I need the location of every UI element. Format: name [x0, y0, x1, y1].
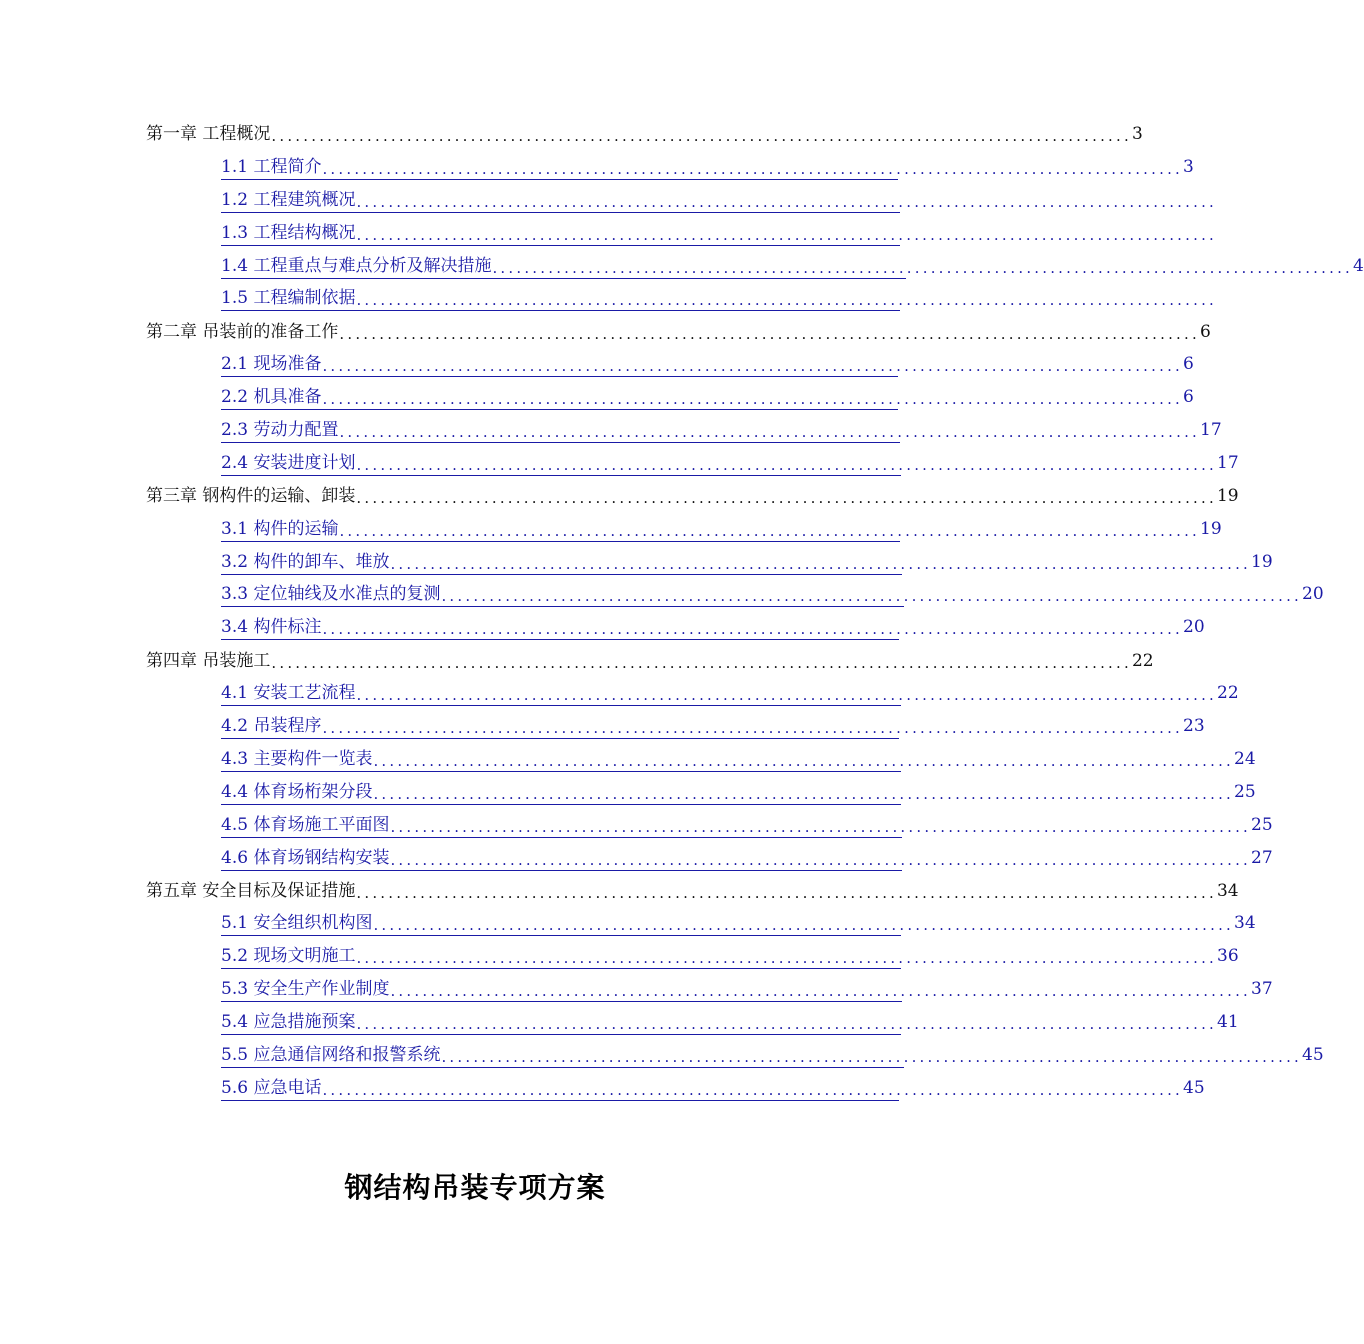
toc-dot-leader: ............................................................................................................	[356, 883, 1217, 902]
toc-page-number	[1217, 190, 1227, 212]
toc-section-link[interactable]	[0, 251, 1364, 284]
toc-entry-body[interactable]	[221, 1077, 1205, 1101]
toc-page-number: 19	[1200, 518, 1222, 539]
toc-entry-label: 第四章 吊装施工	[146, 650, 271, 671]
toc-dot-leader: ............................................................................................................	[322, 159, 1184, 178]
toc-page-number: 3	[1131, 124, 1143, 145]
toc-page-number: 20	[1302, 584, 1324, 605]
toc-dot-leader: ............................................................................................................	[339, 422, 1201, 441]
toc-entry-label: 1.2 工程建筑概况	[221, 189, 356, 210]
toc-dot-leader: ............................................................................................................	[339, 521, 1201, 540]
toc-entry-label: 第五章 安全目标及保证措施	[146, 880, 356, 901]
toc-dot-leader: ............................................................................................................	[373, 751, 1235, 770]
toc-entry-body[interactable]	[221, 946, 1239, 969]
document-title: 钢结构吊装专项方案	[344, 1171, 606, 1204]
toc-entry-label: 5.1 安全组织机构图	[221, 913, 373, 934]
toc-dot-leader: ............................................................................................................	[356, 225, 1218, 244]
toc-entry-body[interactable]	[221, 584, 1324, 607]
table-of-contents	[0, 119, 1364, 1106]
toc-entry-label: 4.6 体育场钢结构安装	[221, 847, 390, 868]
toc-entry-label: 5.3 安全生产作业制度	[221, 979, 390, 1000]
toc-entry-body[interactable]	[221, 814, 1273, 838]
toc-entry-body[interactable]	[221, 156, 1194, 180]
toc-entry-body[interactable]	[221, 255, 1364, 279]
toc-dot-leader: ............................................................................................................	[390, 850, 1252, 869]
toc-entry-label: 2.1 现场准备	[221, 354, 322, 375]
toc-entry-label: 5.6 应急电话	[221, 1077, 322, 1098]
toc-section-link[interactable]	[0, 579, 1324, 612]
toc-entry-body[interactable]	[221, 189, 1218, 213]
toc-page-number: 19	[1216, 486, 1239, 507]
toc-dot-leader: ............................................................................................................	[271, 127, 1132, 146]
toc-dot-leader: ............................................................................................................	[390, 554, 1252, 573]
toc-entry-label: 4.5 体育场施工平面图	[221, 814, 390, 835]
toc-chapter-entry	[0, 316, 1211, 349]
toc-entry-body[interactable]	[221, 354, 1194, 377]
toc-dot-leader: ............................................................................................................	[356, 291, 1218, 310]
toc-entry-label: 1.4 工程重点与难点分析及解决措施	[221, 255, 492, 276]
toc-dot-leader: ............................................................................................................	[356, 949, 1218, 968]
toc-entry-label: 5.2 现场文明施工	[221, 946, 356, 967]
toc-entry-body[interactable]	[221, 1044, 1324, 1068]
toc-section-link[interactable]	[0, 1040, 1324, 1073]
toc-dot-leader: ............................................................................................................	[322, 1080, 1184, 1099]
toc-entry-label: 3.1 构件的运输	[221, 518, 339, 539]
toc-entry-label: 3.4 构件标注	[221, 617, 322, 638]
toc-entry-body[interactable]	[221, 781, 1256, 805]
toc-entry-body[interactable]	[221, 617, 1205, 640]
toc-page-number: 19	[1251, 551, 1273, 572]
toc-dot-leader: ............................................................................................................	[322, 357, 1184, 376]
toc-dot-leader: ............................................................................................................	[441, 587, 1303, 606]
toc-entry-body[interactable]	[221, 222, 1218, 246]
toc-entry-label: 4.2 吊装程序	[221, 715, 322, 736]
toc-entry-body	[146, 650, 1154, 673]
toc-entry-body[interactable]	[221, 715, 1205, 739]
toc-page-number: 6	[1183, 354, 1194, 375]
toc-entry-label: 第一章 工程概况	[146, 124, 271, 145]
toc-page-number: 17	[1217, 452, 1239, 473]
toc-dot-leader: ............................................................................................................	[322, 390, 1184, 409]
toc-page-number: 27	[1251, 847, 1273, 868]
toc-page-number: 20	[1183, 617, 1205, 638]
toc-page-number: 36	[1217, 946, 1239, 967]
toc-section-link[interactable]	[0, 974, 1273, 1007]
toc-section-link[interactable]	[0, 744, 1256, 777]
toc-section-link[interactable]	[0, 678, 1239, 711]
toc-section-link[interactable]	[0, 810, 1273, 843]
toc-page-number: 6	[1183, 387, 1194, 408]
toc-page-number	[1217, 223, 1227, 245]
toc-entry-label: 3.3 定位轴线及水准点的复测	[221, 584, 441, 605]
toc-entry-body[interactable]	[221, 683, 1239, 706]
toc-section-link[interactable]	[0, 415, 1222, 448]
toc-section-link[interactable]	[0, 514, 1222, 547]
toc-page-number: 34	[1234, 913, 1256, 934]
toc-page-number: 24	[1234, 748, 1256, 769]
toc-entry-label: 第二章 吊装前的准备工作	[146, 321, 339, 342]
toc-page-number: 3	[1183, 156, 1194, 177]
toc-entry-label: 2.4 安装进度计划	[221, 452, 356, 473]
toc-entry-label: 4.4 体育场桁架分段	[221, 781, 373, 802]
toc-dot-leader: ............................................................................................................	[492, 258, 1354, 277]
toc-entry-body	[146, 321, 1211, 344]
toc-dot-leader: ............................................................................................................	[373, 784, 1235, 803]
toc-page-number: 25	[1234, 781, 1256, 802]
toc-entry-label: 5.4 应急措施预案	[221, 1011, 356, 1032]
toc-section-link[interactable]	[0, 711, 1205, 744]
toc-entry-body	[146, 880, 1239, 903]
toc-dot-leader: ............................................................................................................	[356, 455, 1218, 474]
toc-section-link[interactable]	[0, 283, 1218, 316]
toc-dot-leader: ............................................................................................................	[322, 620, 1184, 639]
toc-dot-leader: ............................................................................................................	[356, 686, 1218, 705]
toc-entry-body	[146, 486, 1239, 508]
toc-page-number: 25	[1251, 814, 1273, 835]
toc-page-number: 4	[1353, 255, 1364, 276]
toc-page-number: 17	[1200, 419, 1222, 440]
toc-entry-body[interactable]	[221, 1011, 1239, 1035]
toc-entry-body[interactable]	[221, 419, 1222, 443]
toc-entry-label: 1.5 工程编制依据	[221, 288, 356, 309]
toc-section-link[interactable]	[0, 843, 1273, 876]
toc-entry-body	[146, 124, 1143, 146]
toc-entry-body[interactable]	[221, 452, 1239, 476]
toc-entry-body[interactable]	[221, 551, 1273, 575]
toc-section-link[interactable]	[0, 908, 1256, 941]
toc-page-number: 22	[1131, 650, 1154, 671]
toc-section-link[interactable]	[0, 218, 1218, 251]
toc-dot-leader: ............................................................................................................	[441, 1047, 1303, 1066]
toc-section-link[interactable]	[0, 1007, 1239, 1040]
toc-entry-label: 5.5 应急通信网络和报警系统	[221, 1044, 441, 1065]
toc-dot-leader: ............................................................................................................	[271, 653, 1132, 672]
toc-entry-label: 3.2 构件的卸车、堆放	[221, 551, 390, 572]
toc-entry-body[interactable]	[221, 518, 1222, 542]
toc-section-link[interactable]	[0, 777, 1256, 810]
toc-section-link[interactable]	[0, 941, 1239, 974]
toc-section-link[interactable]	[0, 547, 1273, 580]
toc-dot-leader: ............................................................................................................	[356, 489, 1217, 508]
toc-chapter-entry	[0, 481, 1239, 514]
toc-page-number: 22	[1217, 683, 1239, 704]
toc-page-number: 34	[1216, 880, 1239, 901]
toc-entry-body[interactable]	[221, 387, 1194, 410]
toc-entry-body[interactable]	[221, 847, 1273, 871]
toc-entry-body[interactable]	[221, 913, 1256, 936]
toc-dot-leader: ............................................................................................................	[373, 916, 1235, 935]
toc-page-number: 6	[1199, 321, 1211, 342]
toc-entry-body[interactable]	[221, 748, 1256, 772]
toc-dot-leader: ............................................................................................................	[390, 982, 1252, 1001]
toc-entry-label: 4.3 主要构件一览表	[221, 748, 373, 769]
toc-entry-body[interactable]	[221, 979, 1273, 1002]
toc-entry-body[interactable]	[221, 288, 1218, 311]
toc-dot-leader: ............................................................................................................	[390, 817, 1252, 836]
toc-entry-label: 1.1 工程简介	[221, 156, 322, 177]
toc-entry-label: 2.2 机具准备	[221, 387, 322, 408]
toc-chapter-entry	[0, 645, 1154, 678]
toc-chapter-entry	[0, 875, 1239, 908]
toc-page-number: 45	[1302, 1044, 1324, 1065]
toc-section-link[interactable]	[0, 382, 1194, 415]
toc-section-link[interactable]	[0, 185, 1218, 218]
toc-chapter-entry	[0, 119, 1143, 152]
toc-section-link[interactable]	[0, 349, 1194, 382]
toc-section-link[interactable]	[0, 612, 1205, 645]
toc-page-number	[1217, 288, 1227, 310]
toc-section-link[interactable]	[0, 448, 1239, 481]
toc-dot-leader: ............................................................................................................	[356, 192, 1218, 211]
toc-entry-label: 第三章 钢构件的运输、卸装	[146, 486, 356, 507]
toc-page-number: 45	[1183, 1077, 1205, 1098]
toc-page-number: 23	[1183, 715, 1205, 736]
toc-page-number: 37	[1251, 979, 1273, 1000]
toc-dot-leader: ............................................................................................................	[339, 324, 1200, 343]
toc-entry-label: 1.3 工程结构概况	[221, 222, 356, 243]
toc-section-link[interactable]	[0, 1073, 1205, 1106]
toc-dot-leader: ............................................................................................................	[322, 718, 1184, 737]
toc-entry-label: 2.3 劳动力配置	[221, 419, 339, 440]
toc-dot-leader: ............................................................................................................	[356, 1014, 1218, 1033]
toc-page-number: 41	[1217, 1011, 1239, 1032]
toc-entry-label: 4.1 安装工艺流程	[221, 683, 356, 704]
toc-section-link[interactable]	[0, 152, 1194, 185]
